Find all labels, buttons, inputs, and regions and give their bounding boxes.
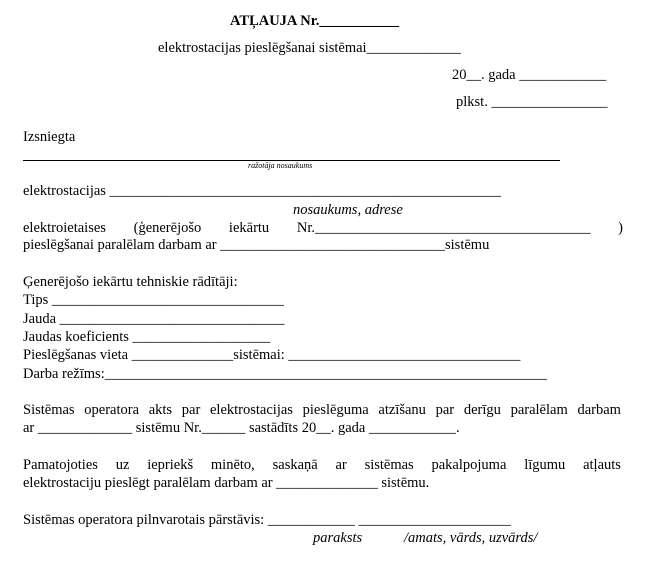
basis-word: ar [335, 457, 347, 473]
basis-word: Pamatojoties [23, 457, 98, 473]
act-word: par [435, 402, 455, 418]
producer-name-caption: ražotāja nosaukums [248, 161, 313, 170]
act-word: darbam [577, 402, 621, 418]
basis-word: uz [115, 457, 130, 473]
basis-word: atļauts [583, 457, 621, 473]
act-word: akts [148, 402, 173, 418]
act-word: elektrostacijas [210, 402, 293, 418]
issued-label: Izsniegta [23, 129, 76, 145]
station-caption: nosaukums, adrese [293, 202, 403, 218]
act-word: pieslēguma [302, 402, 369, 418]
technical-heading: Ģenerējošo iekārtu tehniskie rādītāji: [23, 274, 238, 290]
basis-word: iepriekš [147, 457, 194, 473]
basis-line-2: elektrostaciju pieslēgt paralēlam darbam ar ______________ sistēmu. [23, 475, 430, 491]
equipment-word: iekārtu [228, 220, 270, 236]
permit-title: ATĻAUJA Nr.___________ [230, 13, 400, 29]
basis-word: pakalpojuma [431, 457, 507, 473]
equipment-word: ) [618, 220, 623, 236]
equipment-word: (ģenerējošo [133, 220, 202, 236]
tech-row-power: Jauda _______________________________ [23, 311, 285, 327]
basis-line-1 [23, 457, 621, 474]
equipment-line-1 [23, 220, 623, 237]
act-line-1 [23, 402, 621, 419]
issue-date: 20__. gada ____________ [452, 67, 607, 83]
tech-row-power-factor: Jaudas koeficients ___________________ [23, 329, 271, 345]
signature-caption: paraksts [313, 530, 363, 546]
signature-line: Sistēmas operatora pilnvarotais pārstāvis: ____________ _____________________ [23, 512, 511, 528]
equipment-number-field: Nr.______________________________________ [296, 220, 591, 236]
issue-time: plkst. ________________ [456, 94, 608, 110]
equipment-word: elektroietaises [23, 220, 106, 236]
act-word: par [181, 402, 201, 418]
act-word: Sistēmas [23, 402, 75, 418]
tech-row-connection-point: Pieslēgšanas vieta ______________sistēmai: ________________________________ [23, 347, 521, 363]
act-word: operatora [84, 402, 140, 418]
act-word: paralēlam [510, 402, 568, 418]
basis-word: minēto, [210, 457, 255, 473]
tech-row-type: Tips ________________________________ [23, 292, 284, 308]
station-field: elektrostacijas ______________________________________________________ [23, 183, 502, 199]
tech-row-operating-mode: Darba režīms:_____________________________________________________________ [23, 366, 547, 382]
position-caption: /amats, vārds, uzvārds/ [404, 530, 538, 546]
act-line-2: ar _____________ sistēmu Nr.______ sastādīts 20__. gada ____________. [23, 420, 460, 436]
equipment-line-2: pieslēgšanai paralēlam darbam ar _______________________________sistēmu [23, 237, 490, 253]
basis-word: sistēmas [364, 457, 414, 473]
permit-subtitle: elektrostacijas pieslēgšanai sistēmai_____________ [158, 40, 461, 56]
basis-word: līgumu [524, 457, 566, 473]
act-word: atzīšanu [378, 402, 426, 418]
act-word: derīgu [463, 402, 501, 418]
basis-word: saskaņā [272, 457, 318, 473]
